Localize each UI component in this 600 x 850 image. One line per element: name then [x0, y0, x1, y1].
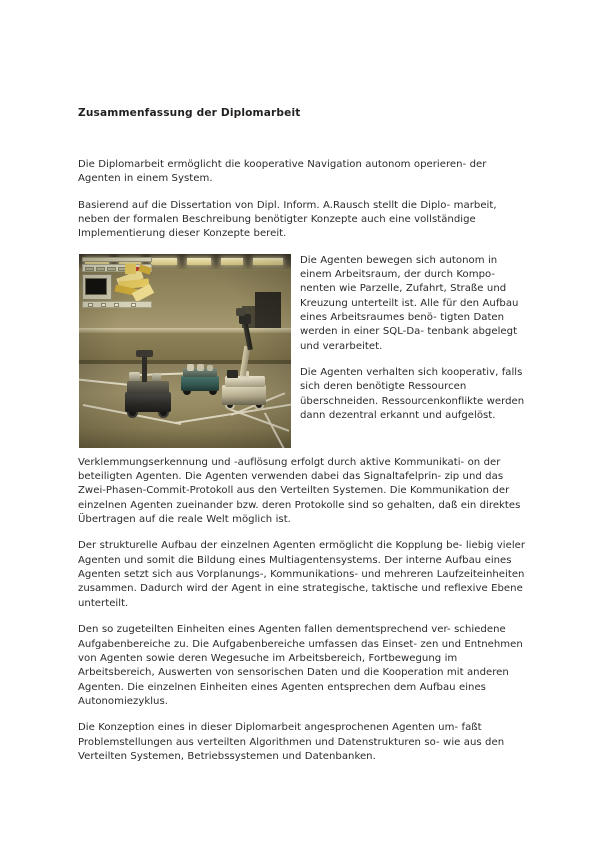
robot-green-module [207, 365, 213, 371]
figure-with-wrapped-text [78, 254, 530, 450]
toolbar-button-icon [96, 267, 105, 271]
robot-dark-chassis [125, 392, 171, 412]
robot-dark-sensor [129, 372, 140, 381]
status-knob-icon [101, 303, 106, 307]
photo-lower-wall [79, 333, 291, 362]
robot-dark-mast [142, 354, 147, 382]
robot-green-module [197, 364, 204, 371]
ceiling-light-icon [187, 258, 211, 265]
toolbar-button-icon [85, 267, 94, 271]
screen-viewport [85, 278, 107, 295]
document-content [78, 106, 530, 776]
robot-arm-gripper [236, 308, 245, 316]
page-title: Zusammenfassung der Diplomarbeit [78, 107, 301, 119]
workspace-diagram-shape [125, 264, 136, 274]
robot-dark-sensor [152, 373, 161, 381]
ceiling-light-icon [151, 258, 177, 265]
status-knob-icon [131, 303, 136, 307]
paragraph-cooperative: Die Agenten verhalten sich kooperativ, falls sich deren benötigte Ressourcen überschneiden. Ressourcenkonflikte werden dann dezentral erkannt und aufgelöst. [300, 367, 525, 422]
robot-light-module [227, 370, 238, 378]
paragraph-basis: Basierend auf die Dissertation von Dipl. Inform. A.Rausch stellt die Diplo- marbeit, neben der formalen Beschreibung benötigter Konzepte auch eine vollständige Implementierung dieser Konzepte bereit. [78, 199, 497, 240]
paragraph-structure: Der strukturelle Aufbau der einzelnen Agenten ermöglicht die Kopplung be- liebig vieler Agenten und somit die Bildung eines Multiagentensystems. Der interne Aufbau eines Agenten setzt sich aus Vorplanungs-, Kommunikations- und mehreren Laufzeiteinheiten zusammen. Dadurch wird der Agent in eine strategische, taktische und reflexive Ebene unterteilt. [78, 540, 526, 609]
ceiling-light-icon [221, 258, 243, 265]
screen-status-bar [82, 301, 152, 308]
robot-green-module [187, 364, 194, 371]
status-knob-icon [114, 303, 119, 307]
ceiling-light-icon [253, 258, 283, 265]
robot-dark-sensor-head [136, 350, 153, 357]
paragraph-intro: Die Diplomarbeit ermöglicht die kooperative Navigation autonom operieren- der Agenten in einem System. [78, 159, 487, 185]
paragraph-workspace: Die Agenten bewegen sich autonom in einem Arbeitsraum, der durch Kompo- nenten wie Parzelle, Zufahrt, Straße und Kreuzung unterteilt ist. Alle für den Aufbau eines Arbeitsraumes benö- tigten Daten werden in einer SQL-Da- tenbank abgelegt und verarbeitet. [300, 254, 519, 352]
robot-light-chassis [222, 385, 266, 405]
paragraph-tasks: Den so zugeteilten Einheiten eines Agenten fallen dementsprechend ver- schiedene Aufgabenbereiche zu. Die Aufgabenbereiche umfassen das Einset- zen und Entnehmen von Agenten sowie deren Wegesuche im Arbeitsbereich, Fortbewegung im Arbeitsbereich, Auswerten von sensorischen Daten und die Kooperation mit anderen Agenten. Die einzelnen Einheiten eines Agenten entsprechen dem Aufbau eines Autonomiezyklus. [78, 624, 523, 707]
robot-dark-deck [127, 381, 169, 394]
figure-side-text-column [300, 254, 530, 424]
paragraph-conception: Die Konzeption eines in dieser Diplomarbeit angesprochenen Agenten um- faßt Problemstellungen aus verteilten Algorithmen und Datenstrukturen so- wie aus den Verteilten Systemen, Betriebssystemen und Datenbanken. [78, 722, 505, 762]
laboratory-photo [79, 254, 291, 448]
screen-title-bar [82, 257, 152, 262]
toolbar-button-icon [107, 267, 116, 271]
robot-green-chassis [181, 376, 219, 391]
status-knob-icon [88, 303, 93, 307]
paragraph-deadlock: Verklemmungserkennung und -auflösung erfolgt durch aktive Kommunikati- on der beteiligten Agenten. Die Agenten verwenden dabei das Signaltafelprin- zip und das Zwei-Phasen-Commit-Protokoll aus den Verteilten Systemen. Die Kommunikation der einzelnen Agenten zueinander bzw. deren Protokolle sind so gehalten, daß ein direktes Übertragen auf die reale Welt möglich ist. [78, 456, 521, 526]
